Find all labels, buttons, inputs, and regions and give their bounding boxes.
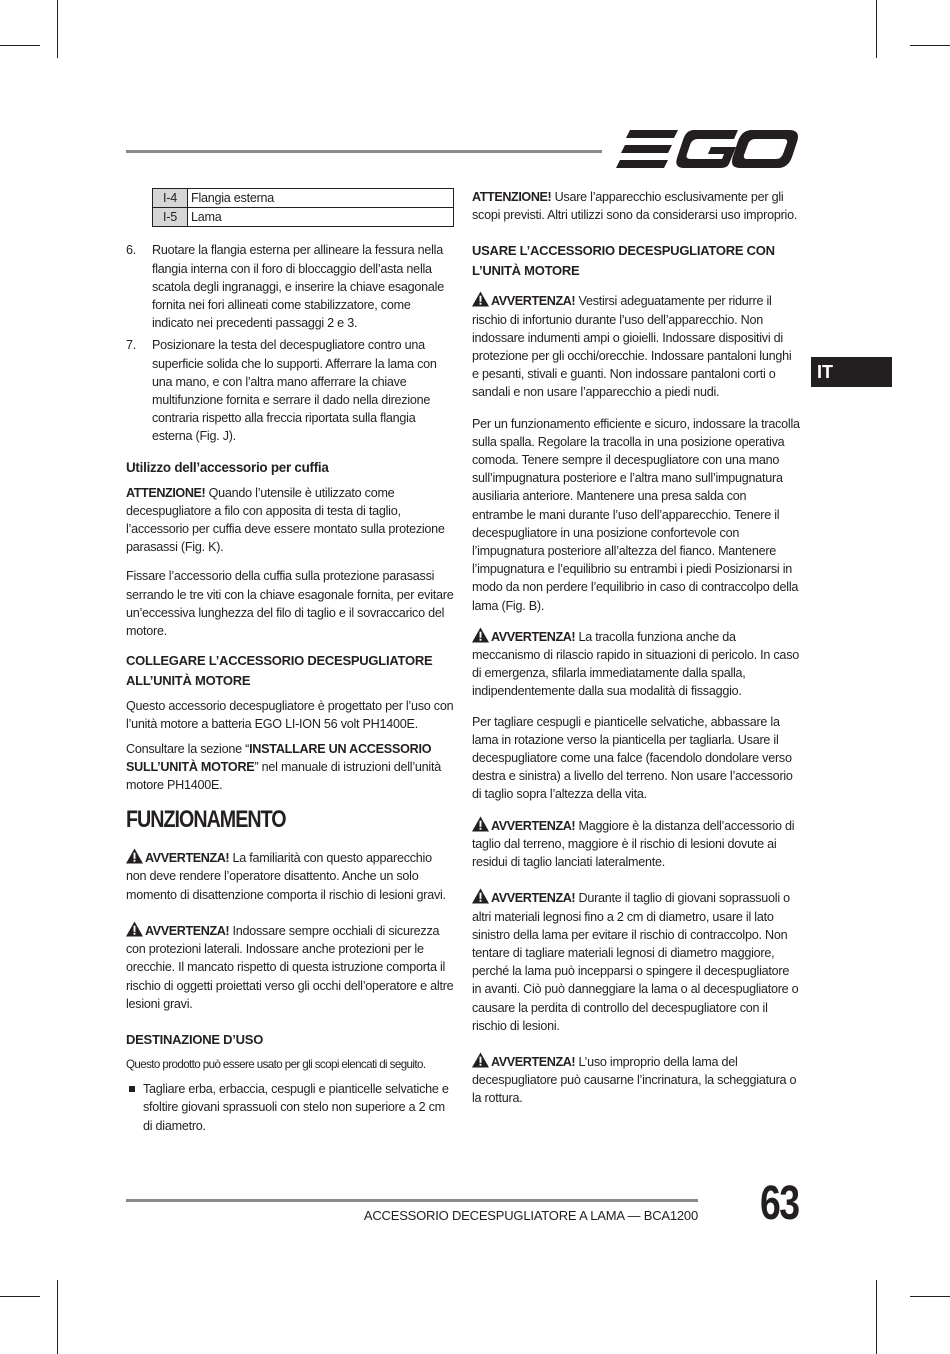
footer-rule: [126, 1199, 698, 1202]
bullet-list: [126, 1080, 454, 1135]
warning-paragraph: [126, 921, 454, 1013]
paragraph-text: Durante il taglio di giovani soprassuoli o altri materiali legnosi fino a 2 cm di diametro, usare il lato sinistro della lama per evitare il rischio di contraccolpo. Non tentare di tagliare materiali legnosi di diametro maggiore, perché la lama può incepparsi o spingere il decespugliatore in avanti. Ciò può danneggiare la lama o al decespugliatore o causare la perdita di controllo del decespugliatore con il rischio di lesioni.: [472, 891, 799, 1033]
caution-paragraph: [472, 188, 800, 224]
caution-paragraph: [126, 484, 454, 557]
warning-label: AVVERTENZA!: [145, 923, 230, 938]
caution-label: ATTENZIONE!: [126, 485, 206, 500]
right-column: [472, 188, 800, 1119]
step-number: 7.: [126, 338, 137, 353]
crop-mark: [910, 1296, 950, 1297]
warning-paragraph: [472, 1052, 800, 1108]
warning-paragraph: [472, 291, 800, 401]
header-rule: [126, 150, 602, 153]
paragraph-text: Usare l’apparecchio esclusivamente per gli scopi previsti. Altri utilizzi sono da considerarsi uso improprio.: [472, 190, 798, 223]
paragraph-text: La tracolla funziona anche da meccanismo di rilascio rapido in situazioni di pericolo. In caso di emergenza, sfilarla immediatamente dalla spalla, indipendentemente dalla sua modalità di fissaggio.: [472, 629, 799, 699]
caution-label: ATTENZIONE!: [472, 190, 552, 204]
warning-paragraph: [472, 816, 800, 872]
warning-triangle-icon: [472, 816, 489, 832]
table-row: [153, 189, 454, 208]
crop-mark: [910, 45, 950, 46]
footer-title: ACCESSORIO DECESPUGLIATORE A LAMA — BCA1200: [363, 1208, 698, 1223]
parts-table: [152, 188, 454, 227]
section-heading: DESTINAZIONE D’USO: [126, 1031, 264, 1047]
left-column: [126, 188, 454, 1135]
step-text: Posizionare la testa del decespugliatore contro una superficie solida che lo supporti. Afferrare la lama con una mano, e con l’altra mano afferrare la chiave multifunzione fornita e serrare il dado nella direzione contraria rispetto alla freccia riportata sulla flangia esterna (Fig. J).: [152, 338, 437, 444]
warning-triangle-icon: [472, 291, 489, 307]
warning-label: AVVERTENZA!: [491, 1054, 576, 1069]
warning-label: AVVERTENZA!: [491, 294, 576, 309]
warning-triangle-icon: [126, 921, 143, 937]
section-heading: COLLEGARE L’ACCESSORIO DECESPUGLIATORE ALL’UNITÀ MOTORE: [126, 653, 433, 689]
paragraph-text: Consultare la sezione “: [126, 741, 250, 756]
paragraph-text: L’uso improprio della lama del decespugliatore può causarne l’incrinatura, la scheggiatura o la rottura.: [472, 1054, 797, 1106]
warning-label: AVVERTENZA!: [145, 851, 230, 866]
paragraph: Questo prodotto può essere usato per gli scopi elencati di seguito.: [126, 1057, 426, 1071]
paragraph-text: Maggiore è la distanza dell’accessorio di taglio dal terreno, maggiore è il rischio di lesioni dovute ai residui di taglio lanciati lateralmente.: [472, 818, 795, 870]
ego-logo: [616, 128, 800, 175]
step-number: 6.: [126, 243, 137, 258]
paragraph: Per un funzionamento efficiente e sicuro, indossare la tracolla sulla spalla. Regolare la tracolla in una posizione operativa comoda. Tenere sempre il decespugliatore con una mano sull’impugnatura posteriore e l’altra mano sull’impugnatura ausiliaria anteriore. Mantenere una presa salda con entrambe le mani durante l’uso dell’apparecchio. Tenere il decespugliatore in una posizione confortevole con l’impugnatura posteriore all’altezza del fianco. Mantenere l’impugnatura e l’equilibrio su entrambi i piedi Posizionarsi in modo da non perdere l’equilibrio in caso di contraccolpo della lama (Fig. B).: [472, 416, 800, 613]
part-code: I-5: [153, 208, 188, 227]
part-name: Flangia esterna: [188, 189, 454, 208]
paragraph-text: ” nel manuale di istruzioni dell’unità motore PH1400E.: [126, 759, 441, 793]
warning-triangle-icon: [126, 848, 143, 864]
page-number: 63: [760, 1177, 799, 1230]
paragraph-text: Vestirsi adeguatamente per ridurre il rischio di infortunio durante l’uso dell’apparecchio. Non indossare indumenti ampi o gioielli. Indossare dispositivi di protezione per gli occhi/orecchie. Indossare pantaloni lunghi e pesanti, stivali e guanti. Non indossare pantaloni corti o sandali e non usare l’apparecchio a piedi nudi.: [472, 294, 792, 400]
section-heading: USARE L’ACCESSORIO DECESPUGLIATORE CON L’UNITÀ MOTORE: [472, 243, 775, 279]
list-item: [126, 336, 454, 445]
warning-triangle-icon: [472, 627, 489, 643]
paragraph-text: Indossare sempre occhiali di sicurezza con protezioni laterali. Indossare anche protezioni per le orecchie. Il mancato rispetto di questa istruzione comporta il rischio di oggetti proiettati verso gli occhi dell’operatore e altre lesioni gravi.: [126, 923, 454, 1011]
warning-paragraph: [472, 888, 800, 1035]
chapter-heading: FUNZIONAMENTO: [126, 806, 286, 834]
warning-label: AVVERTENZA!: [491, 891, 576, 906]
paragraph: [126, 740, 454, 795]
warning-triangle-icon: [472, 1052, 489, 1068]
crop-mark: [0, 1296, 40, 1297]
crop-mark: [876, 1280, 877, 1354]
paragraph: Fissare l’accessorio della cuffia sulla protezione parasassi serrando le tre viti con la chiave esagonale fornita, per evitare un’eccessiva lunghezza del filo di taglio e il sovraccarico del motore.: [126, 569, 454, 639]
section-heading: Utilizzo dell’accessorio per cuffia: [126, 459, 329, 475]
table-row: [153, 208, 454, 227]
crop-mark: [876, 0, 877, 58]
warning-label: AVVERTENZA!: [491, 629, 576, 644]
paragraph-text: La familiarità con questo apparecchio non deve rendere l’operatore disattento. Anche un solo momento di disattenzione comporta il rischio di lesioni gravi.: [126, 851, 446, 902]
crop-mark: [0, 45, 40, 46]
paragraph: Per tagliare cespugli e pianticelle selvatiche, abbassare la lama in rotazione verso la pianticella per tagliarla. Usare il decespugliatore come una falce (facendolo dondolare verso destra e sinistra) a livello del terreno. Non usare l’accessorio di taglio sopra l’altezza della vita.: [472, 714, 793, 802]
list-item: Tagliare erba, erbaccia, cespugli e pianticelle selvatiche e sfoltire giovani sprassuoli con stelo non superiore a 2 cm di diametro.: [126, 1080, 454, 1135]
paragraph: Questo accessorio decespugliatore è progettato per l’uso con l’unità motore a batteria EGO LI-ION 56 volt PH1400E.: [126, 699, 454, 732]
warning-paragraph: [472, 627, 800, 701]
part-code: I-4: [153, 189, 188, 208]
warning-triangle-icon: [472, 888, 489, 904]
crop-mark: [57, 1280, 58, 1354]
paragraph-text: Quando l’utensile è utilizzato come decespugliatore a filo con apposita di testa di taglio, l’accessorio per cuffia deve essere montato sulla protezione parasassi (Fig. K).: [126, 485, 445, 555]
warning-label: AVVERTENZA!: [491, 818, 576, 833]
list-item: [126, 241, 454, 332]
step-text: Ruotare la flangia esterna per allineare la fessura nella flangia interna con il foro di bloccaggio dell’asta nella scatola degli ingranaggi, e inserire la chiave esagonale fornita nei fori allineati come stabilizzatore, come indicato nei precedenti passaggi 2 e 3.: [152, 243, 444, 331]
warning-paragraph: [126, 848, 454, 904]
section-reference: INSTALLARE UN ACCESSORIO SULL’UNITÀ MOTORE: [126, 741, 432, 774]
language-tab: IT: [811, 357, 892, 387]
steps-list: [126, 241, 454, 445]
part-name: Lama: [188, 208, 454, 227]
crop-mark: [57, 0, 58, 58]
